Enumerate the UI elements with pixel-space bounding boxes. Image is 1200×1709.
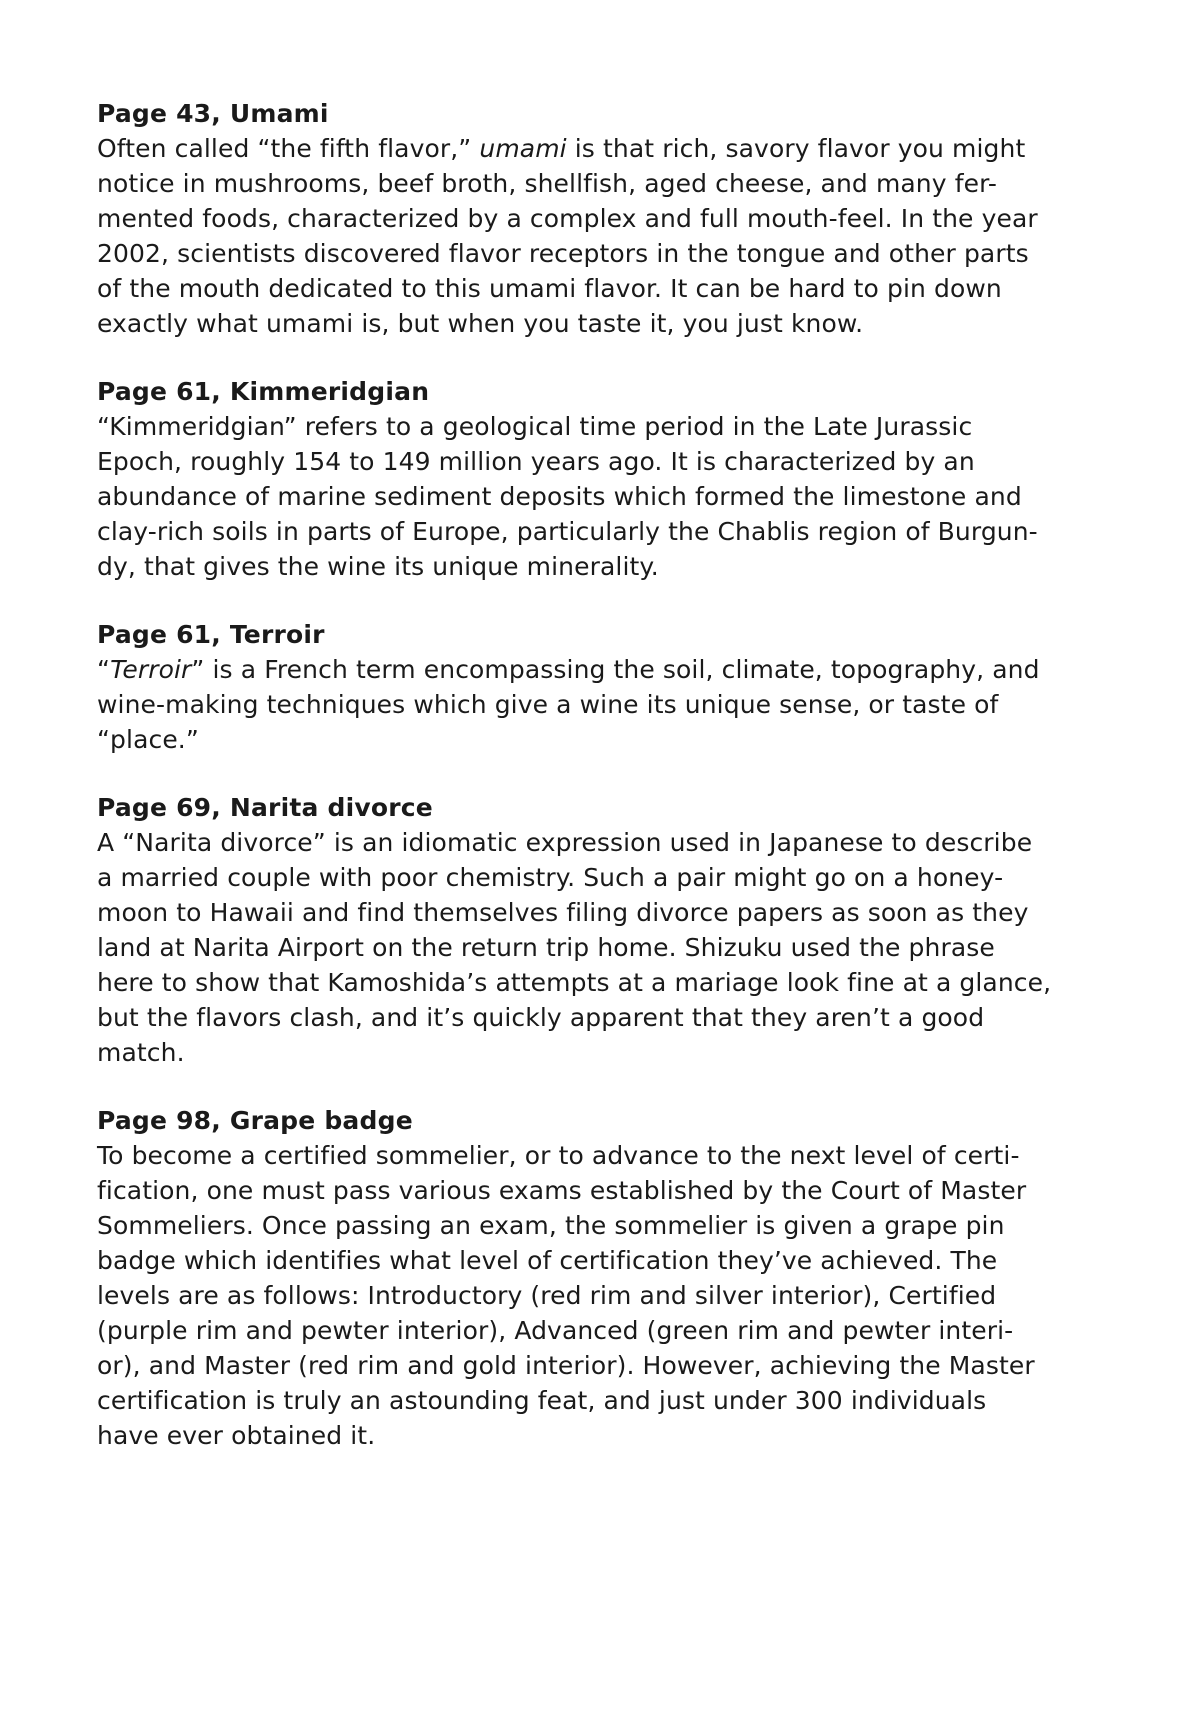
note-section bbox=[97, 96, 1097, 341]
text-line bbox=[97, 166, 1097, 201]
text-line bbox=[97, 1243, 1097, 1278]
text-segment: (purple rim and pewter interior), Advanced (green rim and pewter interi- bbox=[97, 1316, 1014, 1345]
text-line bbox=[97, 1278, 1097, 1313]
text-segment: here to show that Kamoshida’s attempts at a mariage look fine at a glance, bbox=[97, 968, 1052, 997]
text-segment: certification is truly an astounding feat, and just under 300 individuals bbox=[97, 1386, 987, 1415]
italic-term: umami bbox=[479, 134, 567, 163]
text-segment: is that rich, savory flavor you might bbox=[566, 134, 1026, 163]
note-title: Page 61, Kimmeridgian bbox=[97, 377, 430, 406]
italic-term: Terroir bbox=[110, 655, 192, 684]
text-segment: “ bbox=[97, 655, 111, 684]
text-line bbox=[97, 1000, 1097, 1035]
note-body bbox=[97, 409, 1097, 584]
text-segment: fication, one must pass various exams established by the Court of Master bbox=[97, 1176, 1027, 1205]
note-title: Page 98, Grape badge bbox=[97, 1106, 413, 1135]
note-title: Page 69, Narita divorce bbox=[97, 793, 433, 822]
text-line bbox=[97, 1418, 1097, 1453]
text-line bbox=[97, 409, 1097, 444]
text-line bbox=[97, 1208, 1097, 1243]
text-line bbox=[97, 1383, 1097, 1418]
text-segment: of the mouth dedicated to this umami flavor. It can be hard to pin down bbox=[97, 274, 1002, 303]
text-segment: match. bbox=[97, 1038, 185, 1067]
text-segment: dy, that gives the wine its unique minerality. bbox=[97, 552, 659, 581]
text-segment: abundance of marine sediment deposits which formed the limestone and bbox=[97, 482, 1022, 511]
text-segment: but the flavors clash, and it’s quickly apparent that they aren’t a good bbox=[97, 1003, 985, 1032]
note-title: Page 61, Terroir bbox=[97, 620, 325, 649]
note-body bbox=[97, 652, 1097, 757]
text-segment: ” is a French term encompassing the soil, climate, topography, and bbox=[191, 655, 1040, 684]
text-line bbox=[97, 965, 1097, 1000]
text-segment: Sommeliers. Once passing an exam, the sommelier is given a grape pin bbox=[97, 1211, 1005, 1240]
text-segment: clay-rich soils in parts of Europe, particularly the Chablis region of Burgun- bbox=[97, 517, 1038, 546]
note-section bbox=[97, 790, 1097, 1070]
text-segment: A “Narita divorce” is an idiomatic expression used in Japanese to describe bbox=[97, 828, 1033, 857]
text-segment: or), and Master (red rim and gold interior). However, achieving the Master bbox=[97, 1351, 1035, 1380]
text-line bbox=[97, 444, 1097, 479]
text-segment: “Kimmeridgian” refers to a geological time period in the Late Jurassic bbox=[97, 412, 973, 441]
text-segment: moon to Hawaii and find themselves filing divorce papers as soon as they bbox=[97, 898, 1029, 927]
text-segment: “place.” bbox=[97, 725, 199, 754]
notes-page bbox=[97, 96, 1097, 1486]
note-title: Page 43, Umami bbox=[97, 99, 329, 128]
note-body bbox=[97, 825, 1097, 1070]
text-line bbox=[97, 236, 1097, 271]
text-line bbox=[97, 860, 1097, 895]
note-section bbox=[97, 1103, 1097, 1453]
text-line bbox=[97, 930, 1097, 965]
text-segment: Often called “the fifth flavor,” bbox=[97, 134, 480, 163]
text-segment: badge which identifies what level of certification they’ve achieved. The bbox=[97, 1246, 998, 1275]
text-line bbox=[97, 1035, 1097, 1070]
text-line bbox=[97, 271, 1097, 306]
text-line bbox=[97, 549, 1097, 584]
text-line bbox=[97, 514, 1097, 549]
text-line bbox=[97, 825, 1097, 860]
text-line bbox=[97, 306, 1097, 341]
text-line bbox=[97, 1313, 1097, 1348]
text-segment: levels are as follows: Introductory (red rim and silver interior), Certified bbox=[97, 1281, 997, 1310]
text-segment: wine-making techniques which give a wine its unique sense, or taste of bbox=[97, 690, 999, 719]
note-section bbox=[97, 374, 1097, 584]
text-line bbox=[97, 1138, 1097, 1173]
text-line bbox=[97, 652, 1097, 687]
text-segment: Epoch, roughly 154 to 149 million years ago. It is characterized by an bbox=[97, 447, 975, 476]
text-line bbox=[97, 479, 1097, 514]
note-section bbox=[97, 617, 1097, 757]
text-line bbox=[97, 1348, 1097, 1383]
text-segment: notice in mushrooms, beef broth, shellfish, aged cheese, and many fer- bbox=[97, 169, 997, 198]
text-segment: have ever obtained it. bbox=[97, 1421, 376, 1450]
text-segment: To become a certified sommelier, or to advance to the next level of certi- bbox=[97, 1141, 1020, 1170]
text-line bbox=[97, 687, 1097, 722]
text-line bbox=[97, 131, 1097, 166]
text-segment: land at Narita Airport on the return trip home. Shizuku used the phrase bbox=[97, 933, 995, 962]
note-body bbox=[97, 131, 1097, 341]
text-line bbox=[97, 895, 1097, 930]
text-segment: exactly what umami is, but when you taste it, you just know. bbox=[97, 309, 864, 338]
text-line bbox=[97, 722, 1097, 757]
text-line bbox=[97, 1173, 1097, 1208]
text-line bbox=[97, 201, 1097, 236]
text-segment: mented foods, characterized by a complex and full mouth-feel. In the year bbox=[97, 204, 1038, 233]
text-segment: 2002, scientists discovered flavor receptors in the tongue and other parts bbox=[97, 239, 1029, 268]
note-body bbox=[97, 1138, 1097, 1453]
text-segment: a married couple with poor chemistry. Such a pair might go on a honey- bbox=[97, 863, 1004, 892]
